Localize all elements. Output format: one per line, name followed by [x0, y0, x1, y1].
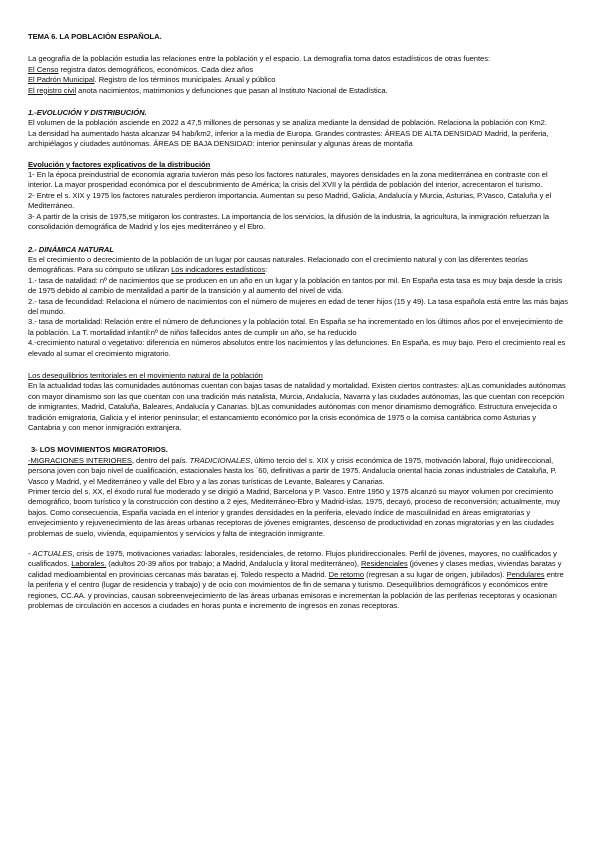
- section1-heading: 1.-EVOLUCIÓN Y DISTRIBUCIÓN.: [28, 108, 147, 118]
- source-padron: El Padrón Municipal. Registro de los términos municipales. Anual y público: [28, 75, 276, 85]
- section1-paragraph-1: El volumen de la población asciende en 2022 a 47,5 millones de personas y se analiza mediante la densidad de población. Relaciona la población con Km2.: [28, 118, 547, 128]
- pendulares-label: Pendulares: [506, 569, 545, 579]
- source-censo: El Censo registra datos demográficos, económicos. Cada diez años: [28, 64, 254, 74]
- indicator-item: 3.- tasa de mortalidad: Relación entre el número de defunciones y la población total. En España se ha incrementado en los últimos años por el envejecimiento de la población. La T. mortalidad infantil:nº de niños fallecidos antes de cumplir un año, se ha reducido: [28, 317, 563, 337]
- document-title: TEMA 6. LA POBLACIÓN ESPAÑOLA.: [28, 32, 162, 41]
- residenciales-label: Residenciales: [360, 559, 408, 569]
- factor-item: 2- Entre el s. XIX y 1975 los factores naturales perdieron importancia. Aumentan su peso Madrid, Galicia, Andalucía y Murcia, Asturias, P.Vasco, Cataluña y el Mediterráneo.: [28, 190, 552, 211]
- retorno-label: De retorno: [328, 569, 365, 579]
- interior-migrations-label: -MIGRACIONES INTERIORES: [28, 455, 132, 465]
- section3-heading: 3- LOS MOVIMIENTOS MIGRATORIOS.: [31, 445, 168, 455]
- actuales-label: ACTUALES: [32, 549, 73, 559]
- actuales-paragraph: - ACTUALES, crisis de 1975, motivaciones variadas: laborales, residenciales, de retorno. Flujos pluridireccionales. Perfil de jóvenes, mayores, no cualificados y cualificados. Laborales. (adultos 20-39 años por trabajo; a Madrid, Andalucía y litoral mediterráneo), Residenciales (jóvenes y clases medias, viviendas baratas y calidad medioambiental en provincias cercanas más baratas ej. Toledo respecto a Madrid. De retorno (regresan a su lugar de origen, jubilados). Pendulares entre la periferia y el centro (lugar de residencia y trabajo) y de ocio con movimientos de fin de semana y turismo. Desequilibrios demográficos y económicos entre regiones, CC.AA. y provincias, causan sobreenvejecimiento de las áreas urbanas emisoras e incrementan la población de las periferias receptoras y ocasionan problemas de circulación en accesos a ciudades en horas punta e incremento de ingresos en zonas receptoras.: [28, 549, 564, 611]
- imbalance-heading: Los desequilibrios territoriales en el movimiento natural de la población: [28, 370, 263, 380]
- source-registro: El registro civil anota nacimientos, matrimonios y defunciones que pasan al Instituto Nacional de Estadística.: [28, 85, 388, 95]
- interior-migrations-paragraph-2: Primer tercio del s. XX, el éxodo rural fue moderado y se dirigió a Madrid, Barcelona y P. Vasco. Entre 1950 y 1975 alcanzó su mayor volumen por crecimiento demográfico, boom turístico y la construcción con destino a 2 ejes, Mediterráneo-Ebro y Madrid-islas. 1975, decayó, proceso de reconversión; actualmente, muy bajos. Como consecuencia, España vaciada en el interior y grandes densidades en la periferia, elevado índice de masculinidad en áreas emigratorias y envejecimiento y rejuvenecimiento de las áreas urbanas receptoras de jóvenes emigrantes, descenso de productividad en zonas migratorias y en las ciudades problemas de suelo, vivienda, equipamientos y servicios y falta de integración inmigrante.: [28, 487, 561, 538]
- indicator-item: 2.- tasa de fecundidad: Relaciona el número de nacimientos con el número de mujeres en edad de tener hijos (15 y 49). La tasa española está entre las más bajas del mundo.: [28, 296, 568, 316]
- factor-item: 1- En la época preindustrial de economía agraria tuvieron más peso los factores naturales, mayores densidades en la zona mediterránea en contraste con el interior. La mayor prosperidad económica por el descubrimiento de América; la crisis del XVII y la pérdida de población del interior, acrecentaron el turismo.: [28, 170, 548, 190]
- source-label: El registro civil: [28, 85, 77, 95]
- section2-intro: Es el crecimiento o decrecimiento de la población de un lugar por causas naturales. Relacionado con el crecimiento natural y con las diferentes teorías demográficas. Para su cómputo se utilizan Los indicadores estadísticos:: [28, 254, 528, 275]
- factors-heading: Evolución y factores explicativos de la distribución: [28, 159, 211, 169]
- section2-heading: 2.- DINÁMICA NATURAL: [28, 244, 114, 254]
- laborales-label: Laborales.: [71, 559, 107, 569]
- source-label: El Censo: [28, 64, 59, 74]
- source-label: El Padrón Municipal: [28, 75, 95, 85]
- indicator-item: 1.- tasa de natalidad: nº de nacimientos que se producen en un año en un lugar y la población en tantos por mil. En España esta tasa es muy baja desde la crisis de 1975 debido al cambio de mentalidad a partir de la transición y al aumento del nivel de vida.: [28, 275, 563, 296]
- imbalance-paragraph: En la actualidad todas las comunidades autónomas cuentan con bajas tasas de natalidad y mortalidad. Existen ciertos contrastes: a)Las comunidades autónomas con mayor dinamismo son las que cuentan con una tradición más natalista, Murcia, Andalucía, Navarra y las ciudades autónomas, las que cuentan con recepción de inmigrantes, Madrid, Cataluña, Baleares, Andalucía y Canarias. b)Las comunidades autónomas con menor dinamismo demográfico. Estructura envejecida o tradición emigratoria, Galicia y el interior peninsular; el estancamiento económico por la crisis económica de 1975 o la cornisa cantábrica como Asturias y Cantabria y con menor inmigración extranjera.: [28, 381, 566, 432]
- section1-paragraph-2: La densidad ha aumentado hasta alcanzar 94 hab/km2, inferior a la media de Europa. Grandes contrastes: ÁREAS DE ALTA DENSIDAD Madrid, la periferia, archipiélagos y ciudades autónomas. ÁREAS DE BAJA DENSIDAD: interior peninsular y algunas áreas de montaña: [28, 128, 549, 149]
- intro-paragraph: La geografía de la población estudia las relaciones entre la población y el espacio. La demografía toma datos estadísticos de otras fuentes:: [28, 54, 491, 64]
- tradicionales-label: TRADICIONALES: [189, 455, 251, 465]
- indicators-label: Los indicadores estadísticos: [171, 265, 266, 275]
- interior-migrations-paragraph: -MIGRACIONES INTERIORES, dentro del país. TRADICIONALES, último tercio del s. XIX y crisis económica de 1975, motivación laboral, flujo unidireccional, persona joven con bajo nivel de cualificación, estacionales hasta los ´60, definitivas a partir de 1975. Andalucía oriental hacia zonas industriales de Cataluña, P. Vasco y Madrid, y el Mediterráneo y valle del Ebro y a las zonas turísticas de Levante, Baleares y Canarias.: [28, 455, 557, 486]
- indicator-item: 4.-crecimiento natural o vegetativo: diferencia en números absolutos entre los nacimientos y las defunciones. En España, es muy bajo. Pero el crecimiento real es elevado al sumar el crecimiento migratorio.: [28, 338, 566, 358]
- factor-item: 3- A partir de la crisis de 1975,se mitigaron los contrastes. La importancia de los servicios, la difusión de la industria, la agricultura, la inmigración refuerzan la consolidación demográfica de Madrid y los ejes mediterráneo y el Ebro.: [28, 211, 549, 232]
